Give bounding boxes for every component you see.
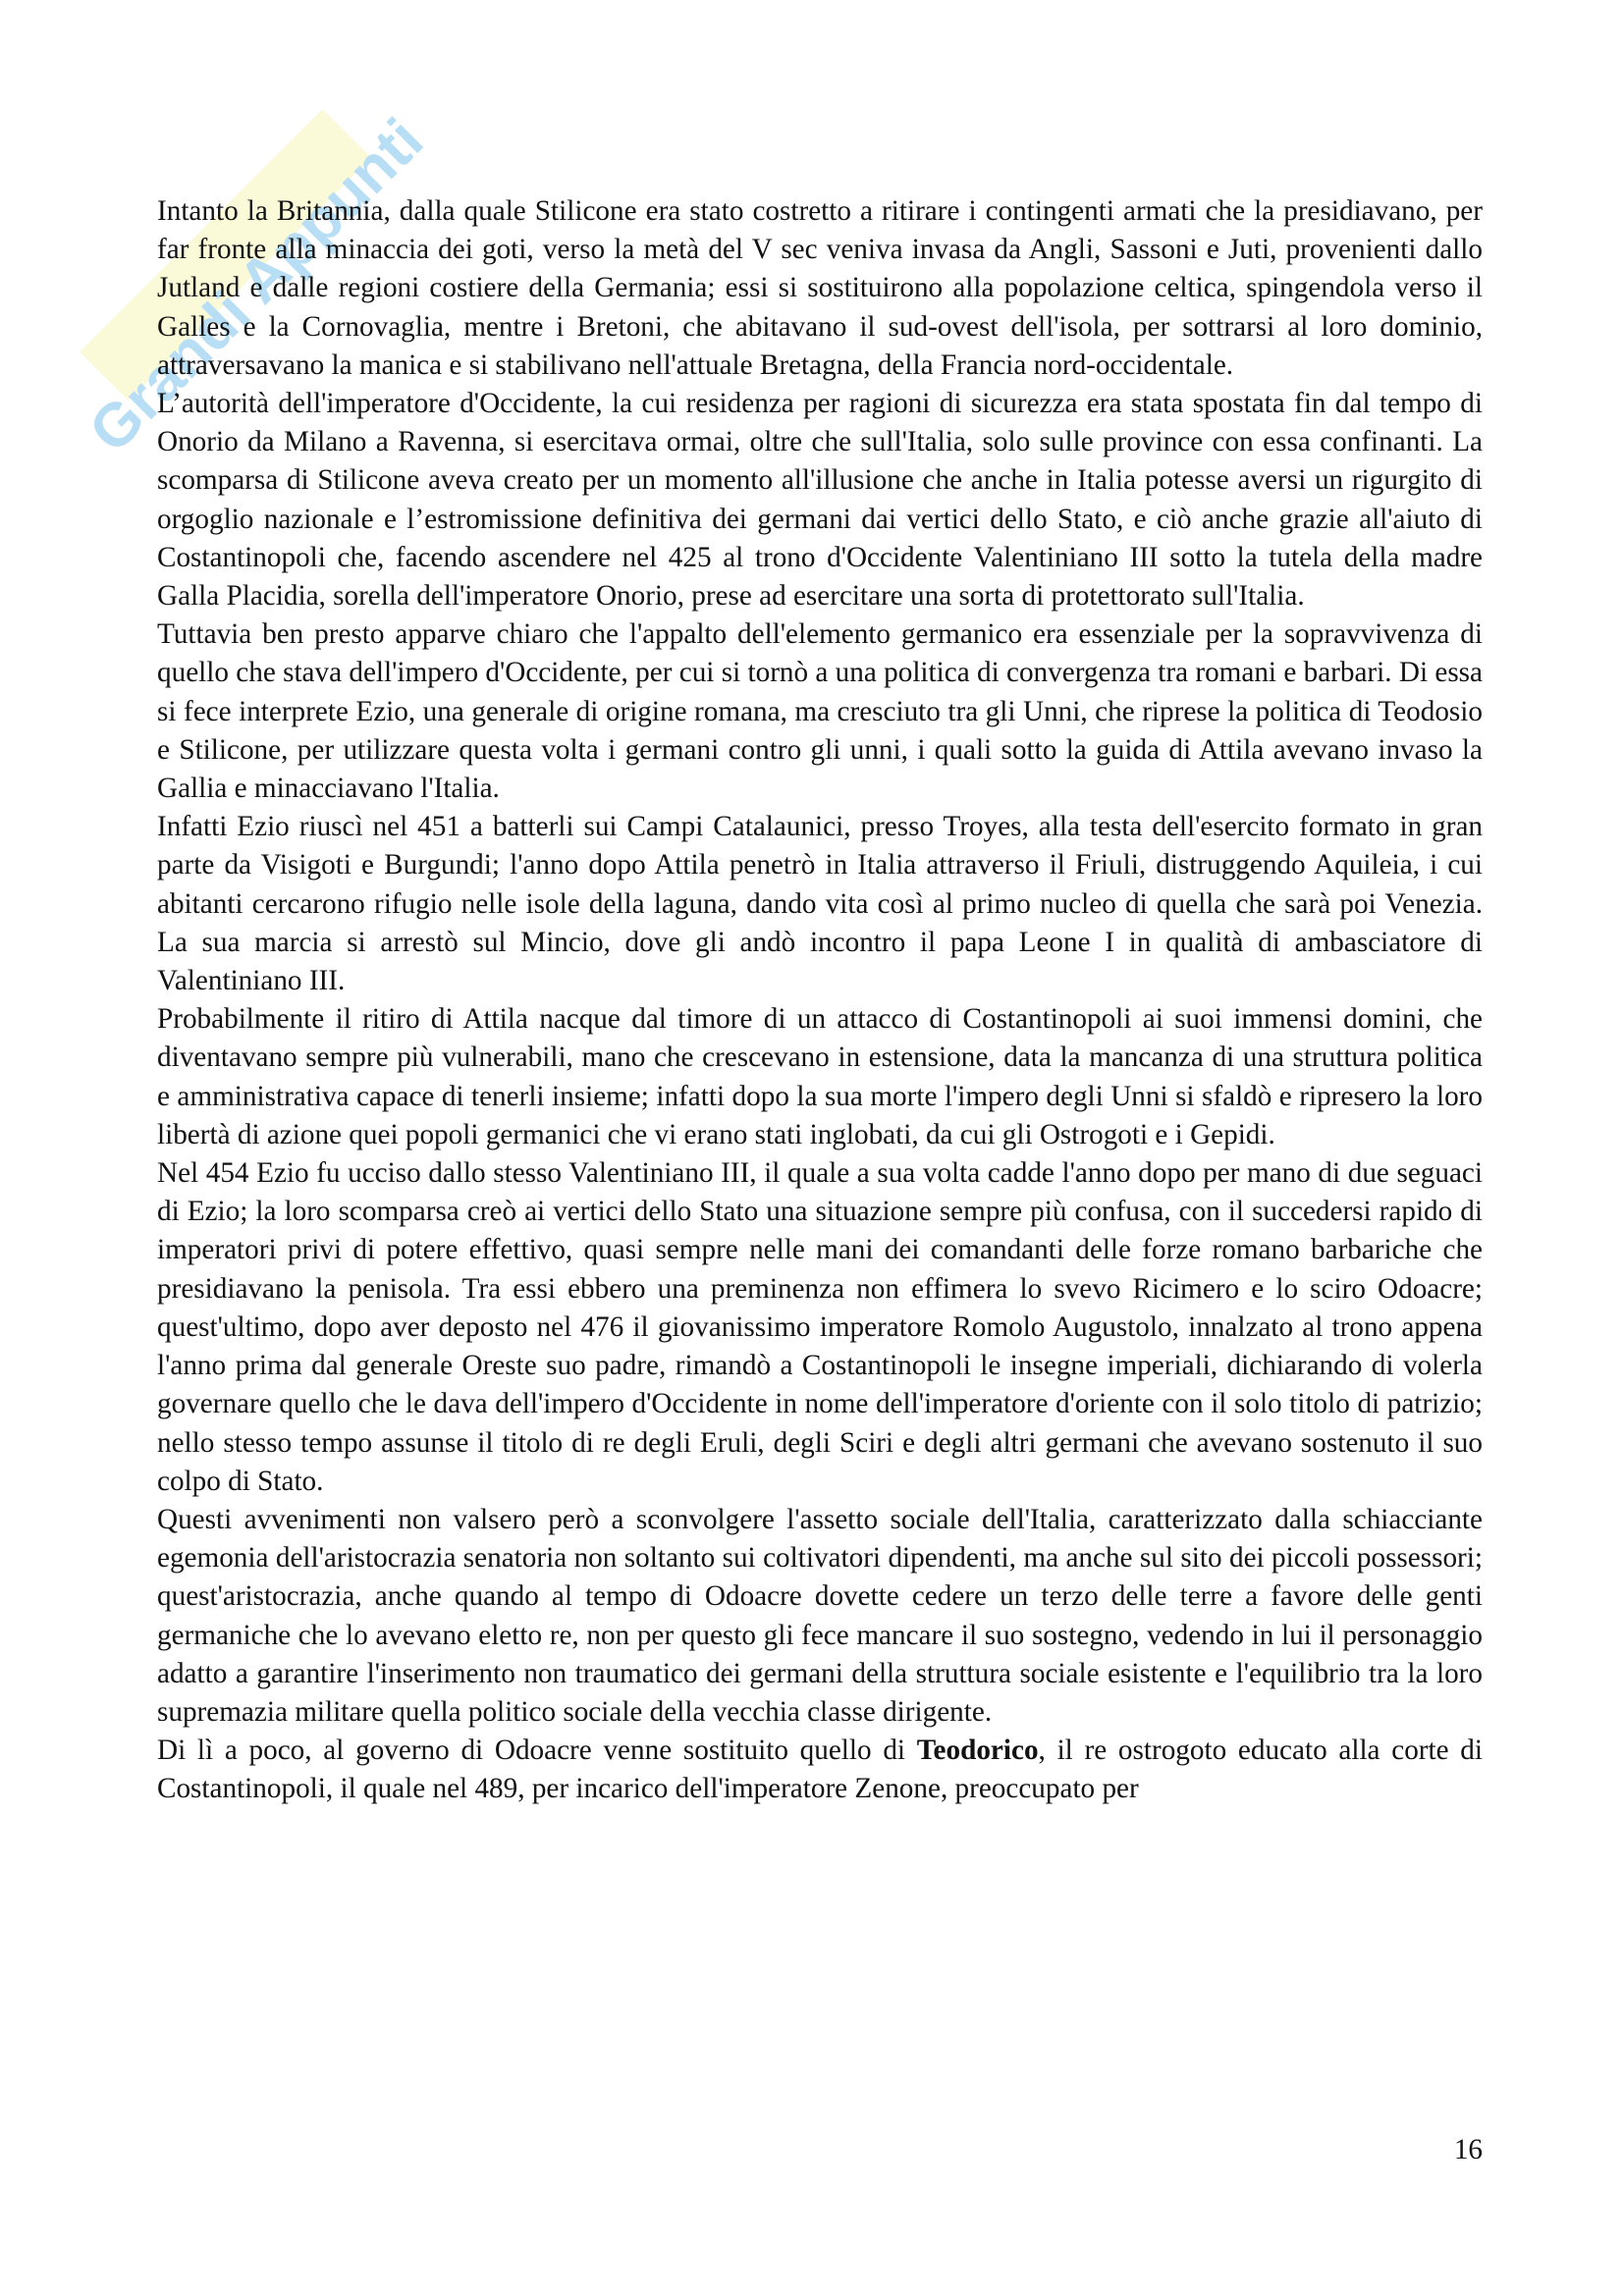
paragraph: Nel 454 Ezio fu ucciso dallo stesso Valentiniano III, il quale a sua volta cadde l'anno dopo per mano di due seguaci di Ezio; la loro scomparsa creò ai vertici dello Stato una situazione sempre più confusa, con il succedersi rapido di imperatori privi di potere effettivo, quasi sempre nelle mani dei comandanti delle forze romano barbariche che presidiavano la penisola. Tra essi ebbero una preminenza non effimera lo svevo Ricimero e lo sciro Odoacre; quest'ultimo, dopo aver deposto nel 476 il giovanissimo imperatore Romolo Augustolo, innalzato al trono appena l'anno prima dal generale Oreste suo padre, rimandò a Costantinopoli le insegne imperiali, dichiarando di volerla governare quello che le dava dell'impero d'Occidente in nome dell'imperatore d'oriente con il solo titolo di patrizio; nello stesso tempo assunse il titolo di re degli Eruli, degli Sciri e degli altri germani che avevano sostenuto il suo colpo di Stato. [157,1157,1483,1497]
paragraph-last [157,1732,1483,1808]
paragraph: Tuttavia ben presto apparve chiaro che l'appalto dell'elemento germanico era essenziale per la sopravvivenza di quello che stava dell'impero d'Occidente, per cui si tornò a una politica di convergenza tra romani e barbari. Di essa si fece interprete Ezio, una generale di origine romana, ma cresciuto tra gli Unni, che riprese la politica di Teodosio e Stilicone, per utilizzare questa volta i germani contro gli unni, i quali sotto la guida di Attila avevano invaso la Gallia e minacciavano l'Italia. [157,618,1483,805]
page-number: 16 [1453,2134,1483,2165]
paragraph: L’autorità dell'imperatore d'Occidente, la cui residenza per ragioni di sicurezza era stata spostata fin dal tempo di Onorio da Milano a Ravenna, si esercitava ormai, oltre che sull'Italia, solo sulle province con essa confinanti. La scomparsa di Stilicone aveva creato per un momento all'illusione che anche in Italia potesse aversi un rigurgito di orgoglio nazionale e l’estromissione definitiva dei germani dai vertici dello Stato, e ciò anche grazie all'aiuto di Costantinopoli che, facendo ascendere nel 425 al trono d'Occidente Valentiniano III sotto la tutela della madre Galla Placidia, sorella dell'imperatore Onorio, prese ad esercitare una sorta di protettorato sull'Italia. [157,388,1483,613]
watermark-text: Grandi Appunti [77,106,437,466]
paragraph-text: , il re ostrogoto educato alla corte di Costantinopoli, il quale nel 489, per incarico dell'imperatore Zenone, preoccupato per [157,1735,1484,1805]
paragraph: Questi avvenimenti non valsero però a sconvolgere l'assetto sociale dell'Italia, caratterizzato dalla schiacciante egemonia dell'aristocrazia senatoria non soltanto sui coltivatori dipendenti, ma anche sul sito dei piccoli possessori; quest'aristocrazia, anche quando al tempo di Odoacre dovette cedere un terzo delle terre a favore delle genti germaniche che lo avevano eletto re, non per questo gli fece mancare il suo sostegno, vedendo in lui il personaggio adatto a garantire l'inserimento non traumatico dei germani della struttura sociale esistente e l'equilibrio tra la loro supremazia militare quella politico sociale della vecchia classe dirigente. [157,1503,1483,1728]
paragraph-text: Di lì a poco, al governo di Odoacre venne sostituito quello di [157,1735,917,1767]
bold-term: Teodorico [916,1735,1039,1767]
paragraph: Probabilmente il ritiro di Attila nacque dal timore di un attacco di Costantinopoli ai suoi immensi domini, che diventavano sempre più vulnerabili, mano che crescevano in estensione, data la mancanza di una struttura politica e amministrativa capace di tenerli insieme; infatti dopo la sua morte l'impero degli Unni si sfaldò e ripresero la loro libertà di azione quei popoli germanici che vi erano stati inglobati, da cui gli Ostrogoti e i Gepidi. [157,1003,1483,1150]
paragraph: Intanto la Britannia, dalla quale Stilicone era stato costretto a ritirare i contingenti armati che la presidiavano, per far fronte alla minaccia dei goti, verso la metà del V sec veniva invasa da Angli, Sassoni e Juti, provenienti dallo Jutland e dalle regioni costiere della Germania; essi si sostituirono alla popolazione celtica, spingendola verso il Galles e la Cornovaglia, mentre i Bretoni, che abitavano il sud-ovest dell'isola, per sottrarsi al loro dominio, attraversavano la manica e si stabilivano nell'attuale Bretagna, della Francia nord-occidentale. [157,195,1483,381]
document-body [157,192,1483,1809]
paragraph: Infatti Ezio riuscì nel 451 a batterli sui Campi Catalaunici, presso Troyes, alla testa dell'esercito formato in gran parte da Visigoti e Burgundi; l'anno dopo Attila penetrò in Italia attraverso il Friuli, distruggendo Aquileia, i cui abitanti cercarono rifugio nelle isole della laguna, dando vita così al primo nucleo di quella che sarà poi Venezia. La sua marcia si arrestò sul Mincio, dove gli andò incontro il papa Leone I in qualità di ambasciatore di Valentiniano III. [157,811,1483,997]
